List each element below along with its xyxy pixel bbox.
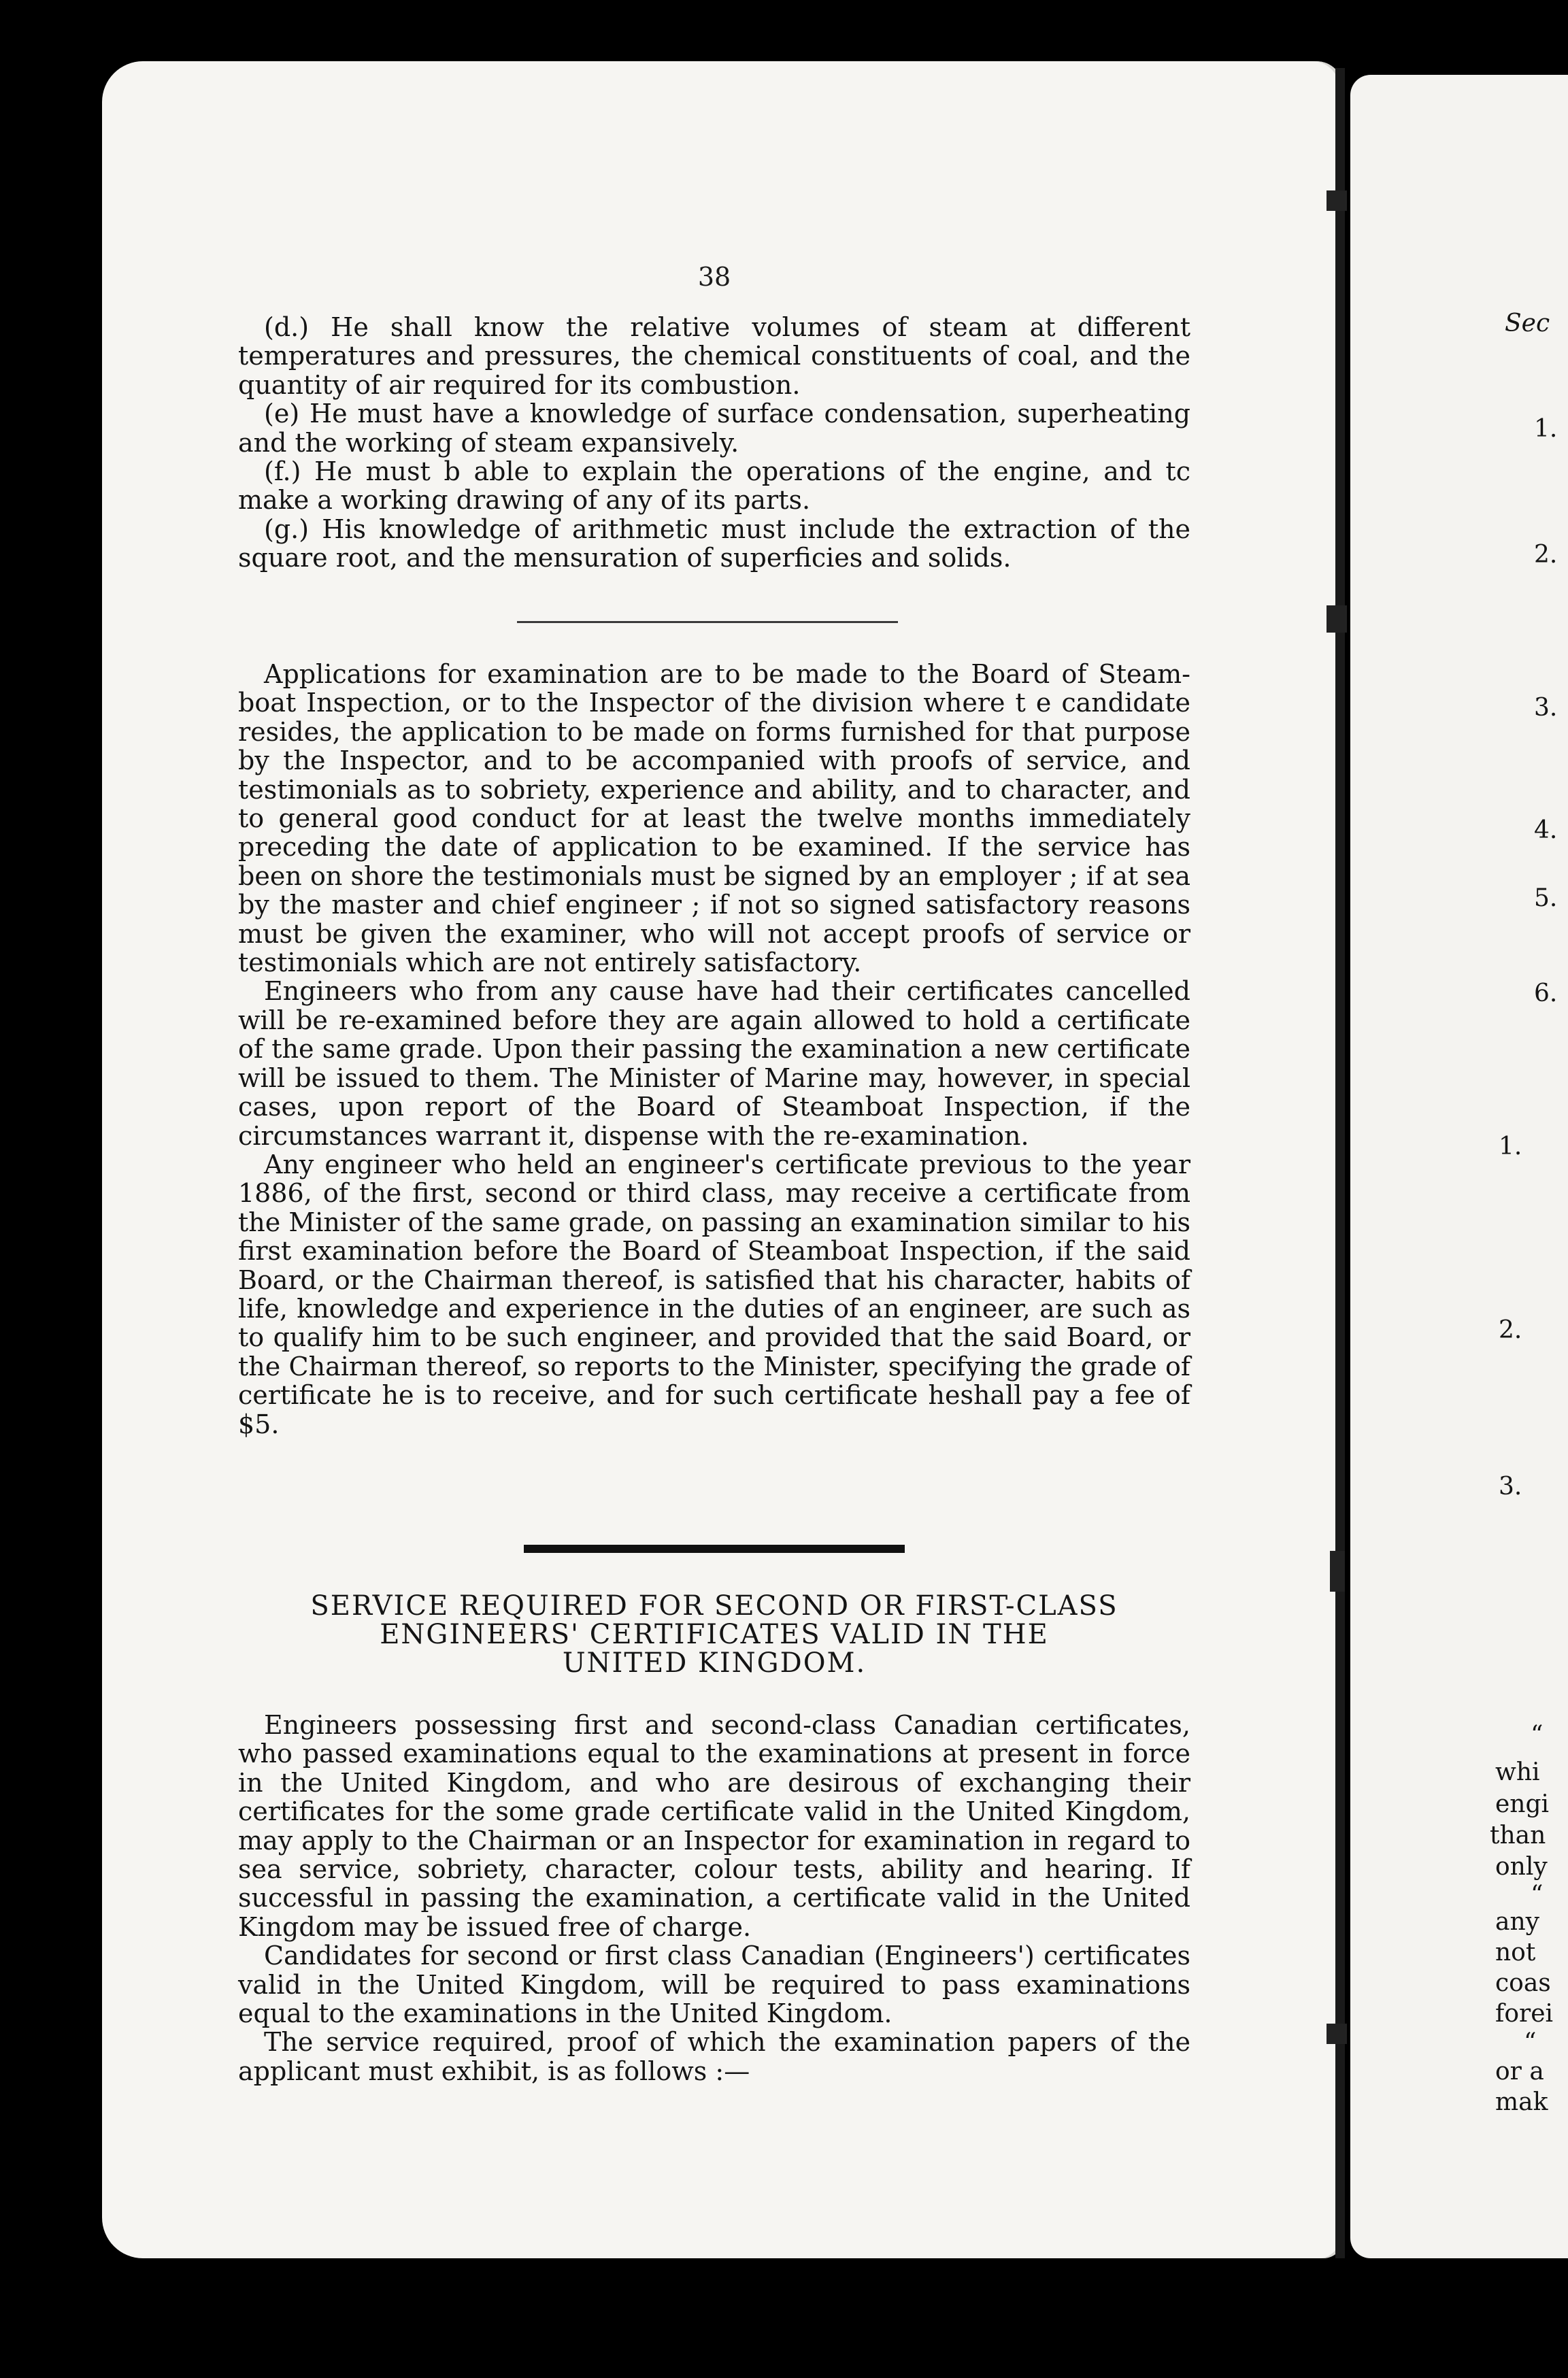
right-page-sec: Sec <box>1505 309 1550 337</box>
right-fragment: whi <box>1495 1758 1540 1786</box>
right-fragment: only <box>1495 1853 1548 1881</box>
right-fragment: coas <box>1495 1969 1551 1997</box>
section-heading <box>238 1592 1190 1677</box>
clauses-block <box>238 313 1190 573</box>
binding-clasp-lower <box>1330 1551 1345 1592</box>
right-number: 3. <box>1534 694 1558 722</box>
right-number: 1. <box>1534 415 1558 443</box>
binding-clasp-top <box>1327 190 1347 211</box>
book-gutter <box>1335 68 1345 2258</box>
heading-line-1: SERVICE REQUIRED FOR SECOND OR FIRST-CLASS <box>310 1590 1118 1622</box>
right-fragment: than <box>1490 1822 1546 1849</box>
right-fragment: “ <box>1531 1721 1544 1749</box>
right-fragment: engi <box>1495 1790 1550 1818</box>
applications-paragraph: Applications for examination are to be made to the Board of Steam-boat Inspection, or to the Inspector of the division where t e candidate resides, the application to be made on forms furnished for that purpose by the Inspector, and to be accompanied with proofs of service, and testimonials as to sobriety, experience and ability, and to character, and to general good conduct for at least the twelve months immediately preceding the date of application to be examined. If the service has been on shore the testimonials must be signed by an employer ; if at sea by the master and chief engineer ; if not so signed satisfactory reasons must be given the examiner, who will not accept proofs of service or testimonials which are not entirely satisfactory. <box>238 659 1190 978</box>
cancelled-certificates-paragraph: Engineers who from any cause have had their certificates cancelled will be re-examined before they are again allowed to hold a certificate of the same grade. Upon their passing the examination a new certificate will be issued to them. The Minister of Marine may, however, in special cases, upon report of the Board of Steamboat Inspection, if the circumstances warrant it, dispense with the re-examination. <box>238 976 1190 1151</box>
page-number: 38 <box>697 262 731 292</box>
applications-block <box>238 660 1190 1439</box>
section-divider-thin <box>517 621 898 623</box>
right-number: 6. <box>1534 979 1558 1007</box>
section-divider-thick <box>524 1545 905 1553</box>
right-number: 2. <box>1499 1316 1522 1344</box>
right-fragment: mak <box>1495 2088 1548 2116</box>
service-paragraph-3: The service required, proof of which the examination papers of the applicant must exhibit, is as follows :— <box>238 2027 1190 2086</box>
right-number: 5. <box>1534 884 1558 912</box>
right-fragment: not <box>1495 1939 1536 1966</box>
right-fragment: “ <box>1524 2028 1537 2056</box>
clause-e: (e) He must have a knowledge of surface condensation, superheating and the working of steam expansively. <box>238 399 1190 458</box>
clause-f: (f.) He must b able to explain the operations of the engine, and tc make a working drawing of any of its parts. <box>238 456 1190 516</box>
service-block <box>238 1711 1190 2086</box>
heading-line-3: UNITED KINGDOM. <box>562 1647 867 1679</box>
service-paragraph-2: Candidates for second or first class Canadian (Engineers') certificates valid in the United Kingdom, will be required to pass examinations equal to the examinations in the United Kingdom. <box>238 1941 1190 2029</box>
right-number: 2. <box>1534 541 1558 569</box>
right-fragment: forei <box>1495 2000 1554 2028</box>
right-fragment: “ <box>1531 1881 1544 1909</box>
right-fragment: or a <box>1495 2058 1544 2086</box>
pre-1886-certificates-paragraph: Any engineer who held an engineer's certificate previous to the year 1886, of the first, second or third class, may receive a certificate from the Minister of the same grade, on passing an examination similar to his first examination before the Board of Steamboat Inspection, if the said Board, or the Chairman thereof, is satisfied that his character, habits of life, knowledge and experience in the duties of an engineer, are such as to qualify him to be such engineer, and provided that the said Board, or the Chairman thereof, so reports to the Minister, specifying the grade of certificate he is to receive, and for such certificate heshall pay a fee of $5. <box>238 1149 1190 1439</box>
right-number: 3. <box>1499 1473 1522 1501</box>
right-number: 1. <box>1499 1133 1522 1160</box>
right-number: 4. <box>1534 816 1558 844</box>
right-fragment: any <box>1495 1908 1539 1936</box>
binding-clasp-bottom <box>1327 2024 1347 2044</box>
clause-g: (g.) His knowledge of arithmetic must include the extraction of the square root, and the mensuration of superficies and solids. <box>238 514 1190 573</box>
service-paragraph-1: Engineers possessing first and second-class Canadian certificates, who passed examinations equal to the examinations at present in force in the United Kingdom, and who are desirous of exchanging their certificates for the some grade certificate valid in the United Kingdom, may apply to the Chairman or an Inspector for examination in regard to sea service, sobriety, character, colour tests, ability and hearing. If successful in passing the examination, a certificate valid in the United Kingdom may be issued free of charge. <box>238 1710 1190 1942</box>
heading-line-2: ENGINEERS' CERTIFICATES VALID IN THE <box>380 1619 1049 1650</box>
binding-clasp-mid <box>1327 605 1347 633</box>
clause-d: (d.) He shall know the relative volumes of steam at different temperatures and pressures, the chemical constituents of coal, and the quantity of air required for its combustion. <box>238 312 1190 400</box>
